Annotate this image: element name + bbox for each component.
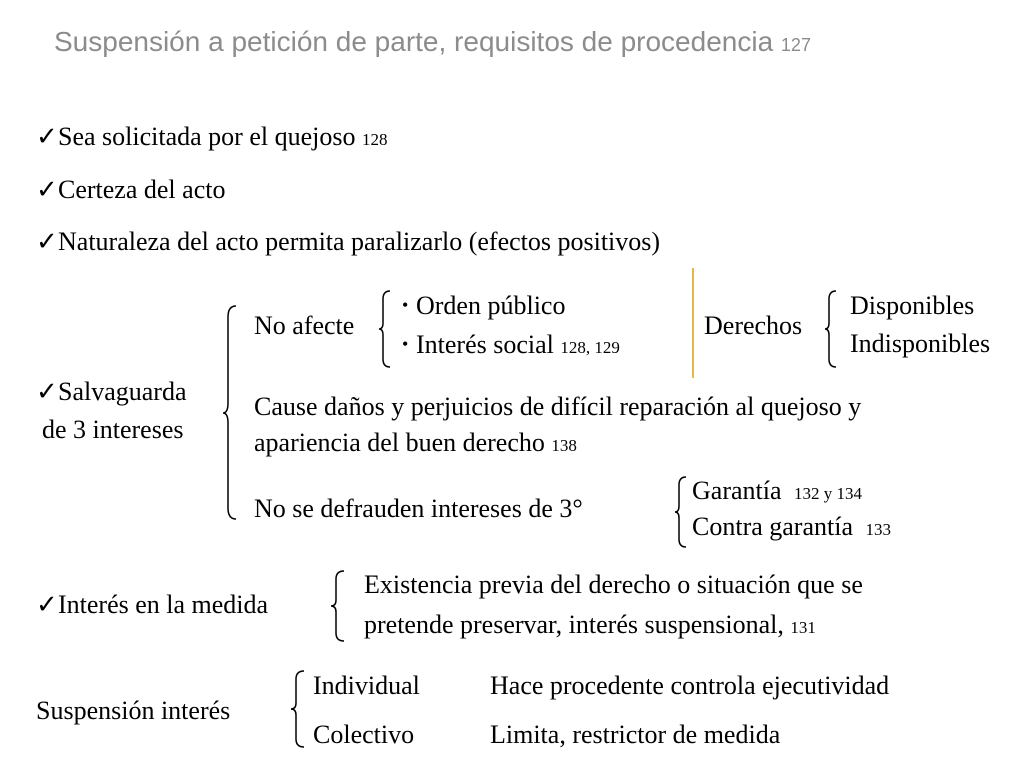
interes-medida-label: [36, 590, 268, 620]
suspension-interes-brace: [290, 670, 306, 748]
terceros-item-text: Garantía: [692, 476, 782, 505]
bullet-icon: •: [402, 334, 409, 354]
check-icon: ✓: [36, 377, 58, 406]
no-afecte-item-text: Orden público: [416, 291, 566, 320]
derechos-item: Indisponibles: [850, 329, 991, 358]
suspension-effect: Hace procedente controla ejecutividad: [490, 671, 890, 700]
no-afecte-item: [402, 290, 565, 321]
requirement-text: Naturaleza del acto permita paralizarlo (efectos positivos): [58, 227, 661, 256]
derechos-brace: [824, 290, 838, 368]
salvaguarda-brace: [222, 305, 238, 520]
bullet-icon: •: [402, 295, 409, 315]
slide-title: [54, 26, 811, 58]
salvaguarda-label: [36, 377, 187, 407]
derechos-label: Derechos: [704, 311, 803, 340]
suspension-type: Colectivo: [313, 720, 415, 749]
requirement-item: [36, 175, 225, 205]
requirement-text: Sea solicitada por el quejoso: [58, 122, 356, 151]
vertical-divider: [692, 268, 694, 378]
check-icon: ✓: [36, 590, 58, 619]
interes-medida-line2: [364, 610, 816, 643]
interes-medida-line2-text: pretende preservar, interés suspensional,: [364, 610, 784, 639]
no-afecte-item-text: Interés social: [416, 330, 554, 359]
no-afecte-brace: [378, 290, 392, 368]
requirement-text: Certeza del acto: [58, 175, 226, 204]
danos-line2-text: apariencia del buen derecho: [254, 428, 545, 457]
suspension-interes-label: Suspensión interés: [36, 696, 231, 725]
requirement-item: [36, 122, 387, 155]
no-afecte-item-ref: 128, 129: [560, 338, 620, 357]
terceros-item: [692, 512, 891, 545]
interes-medida-label-text: Interés en la medida: [58, 590, 269, 619]
check-icon: ✓: [36, 122, 58, 151]
salvaguarda-label-line1: Salvaguarda: [58, 377, 187, 406]
derechos-item: Disponibles: [850, 291, 975, 320]
slide-title-text: Suspensión a petición de parte, requisitos de procedencia: [54, 26, 774, 57]
salvaguarda-label-line2: de 3 intereses: [42, 415, 184, 444]
interes-medida-ref: 131: [790, 618, 816, 637]
interes-medida-brace: [330, 570, 346, 642]
danos-ref: 138: [551, 436, 577, 455]
requirement-item: [36, 227, 660, 257]
check-icon: ✓: [36, 227, 58, 256]
terceros-item-text: Contra garantía: [692, 512, 853, 541]
terceros-brace: [674, 476, 688, 548]
slide-title-ref: 127: [780, 35, 811, 55]
no-afecte-label: No afecte: [254, 311, 355, 340]
suspension-effect: Limita, restrictor de medida: [490, 720, 781, 749]
interes-medida-line1: Existencia previa del derecho o situación que se: [364, 570, 863, 599]
terceros-item: [692, 476, 862, 509]
danos-line1: Cause daños y perjuicios de difícil reparación al quejoso y: [254, 392, 862, 421]
terceros-item-ref: 133: [865, 520, 891, 539]
danos-line2: [254, 428, 577, 461]
terceros-label: No se defrauden intereses de 3°: [254, 494, 583, 523]
suspension-type: Individual: [313, 671, 420, 700]
terceros-item-ref: 132 y 134: [794, 484, 863, 503]
requirement-ref: 128: [361, 130, 388, 149]
check-icon: ✓: [36, 175, 58, 204]
no-afecte-item: [402, 329, 620, 363]
